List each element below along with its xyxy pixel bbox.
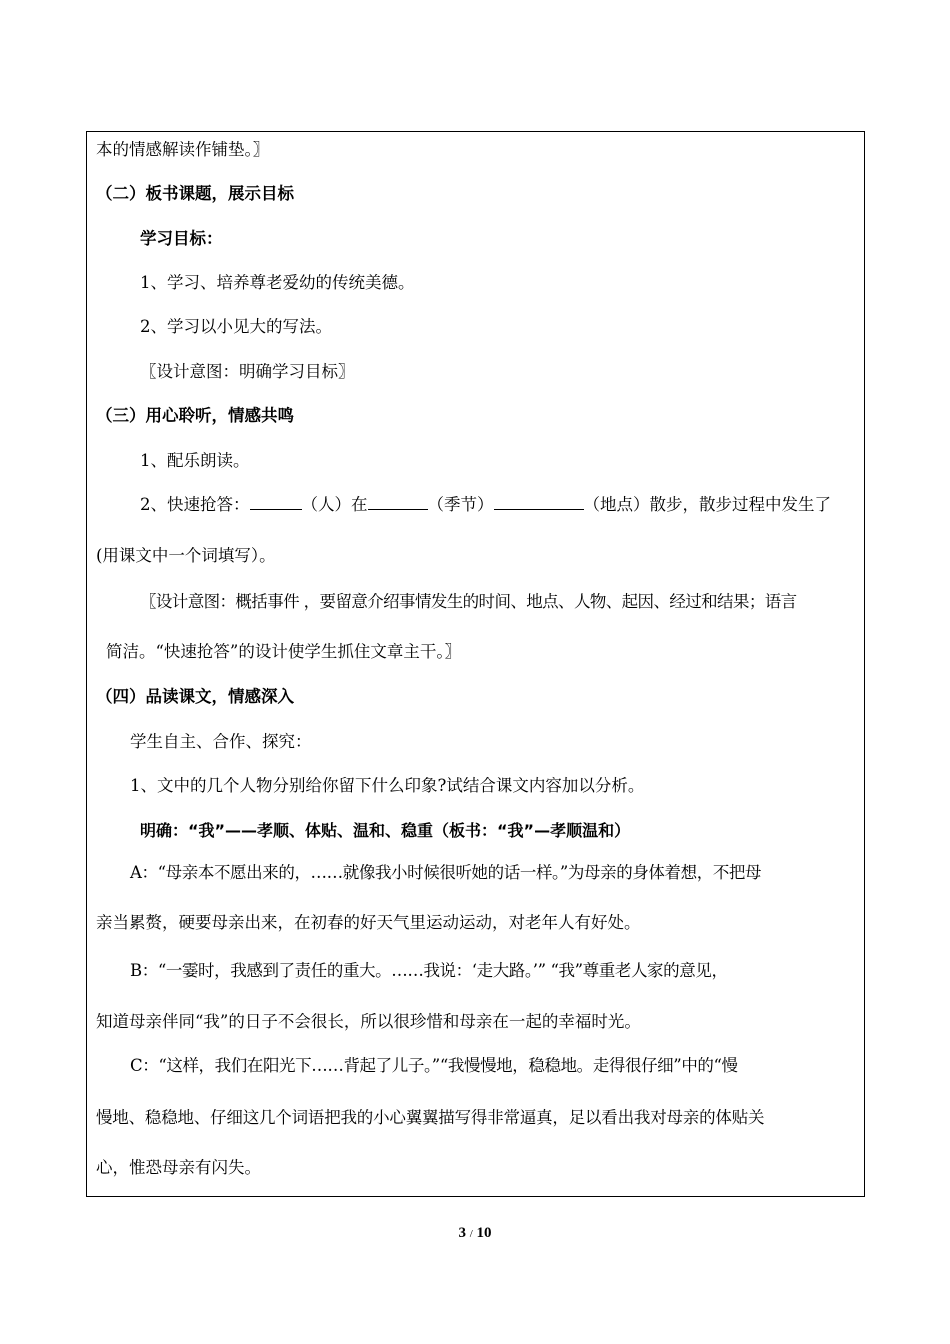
section-heading-4: （四）品读课文，情感深入 [96, 687, 294, 706]
goals-title: 学习目标： [140, 229, 223, 248]
section-heading-3: （三）用心聆听，情感共鸣 [96, 406, 294, 425]
answer-blank-season [368, 494, 428, 510]
analysis-a: A：“母亲本不愿出来的，……就像我小时候很听她的话一样。”为母亲的身体着想，不把母 [130, 863, 762, 882]
analysis-c-end: 心，惟恐母亲有闪失。 [96, 1158, 261, 1177]
text-line: 本的情感解读作铺垫。〗 [96, 140, 270, 159]
design-intent: 〖设计意图：明确学习目标〗 [140, 362, 355, 381]
step-2-continued: (用课文中一个词填写）。 [96, 546, 276, 565]
goal-item-1: 1、学习、培养尊老爱幼的传统美德。 [140, 273, 415, 292]
answer-blank-person [250, 494, 302, 510]
design-intent: 〖设计意图：概括事件 ，要留意介绍事情发生的时间、地点、人物、起因、经过和结果；语言 [140, 592, 797, 611]
step-2-season-label: （季节） [427, 495, 494, 514]
analysis-c-continued: 慢地、稳稳地、仔细这几个词语把我的小心翼翼描写得非常逼真，足以看出我对母亲的体贴关 [96, 1108, 765, 1127]
step-2-place-label: （地点）散步，散步过程中发生了 [583, 495, 831, 514]
analysis-b-continued: 知道母亲伴同“我”的日子不会很长，所以很珍惜和母亲在一起的幸福时光。 [96, 1012, 641, 1031]
page-number [0, 1225, 950, 1242]
answer-summary: 明确：“我”——孝顺、体贴、温和、稳重（板书：“我”—孝顺温和） [140, 821, 631, 840]
step-2-person-label: （人）在 [301, 495, 368, 514]
answer-blank-place [494, 494, 584, 510]
section-heading-2: （二）板书课题，展示目标 [96, 184, 294, 203]
page-current: 3 [458, 1225, 466, 1241]
step-1: 1、配乐朗读。 [140, 451, 250, 470]
analysis-c: C：“这样，我们在阳光下……背起了儿子。”“我慢慢地，稳稳地。走得很仔细”中的“慢 [130, 1056, 738, 1075]
question-1: 1、文中的几个人物分别给你留下什么印象?试结合课文内容加以分析。 [130, 776, 645, 795]
analysis-a-continued: 亲当累赘，硬要母亲出来，在初春的好天气里运动运动，对老年人有好处。 [96, 913, 641, 932]
design-intent-continued: 简洁。“快速抢答”的设计使学生抓住文章主干。〗 [106, 642, 462, 661]
activity-intro: 学生自主、合作、探究： [130, 732, 312, 751]
page-separator: / [469, 1228, 473, 1240]
step-2-label: 2、快速抢答： [140, 495, 250, 514]
page-total: 10 [476, 1225, 492, 1241]
goal-item-2: 2、学习以小见大的写法。 [140, 317, 332, 336]
step-2 [140, 494, 831, 516]
analysis-b: B：“一霎时，我感到了责任的重大。……我说：‘走大路。’” “我”尊重老人家的意见， [130, 961, 728, 980]
